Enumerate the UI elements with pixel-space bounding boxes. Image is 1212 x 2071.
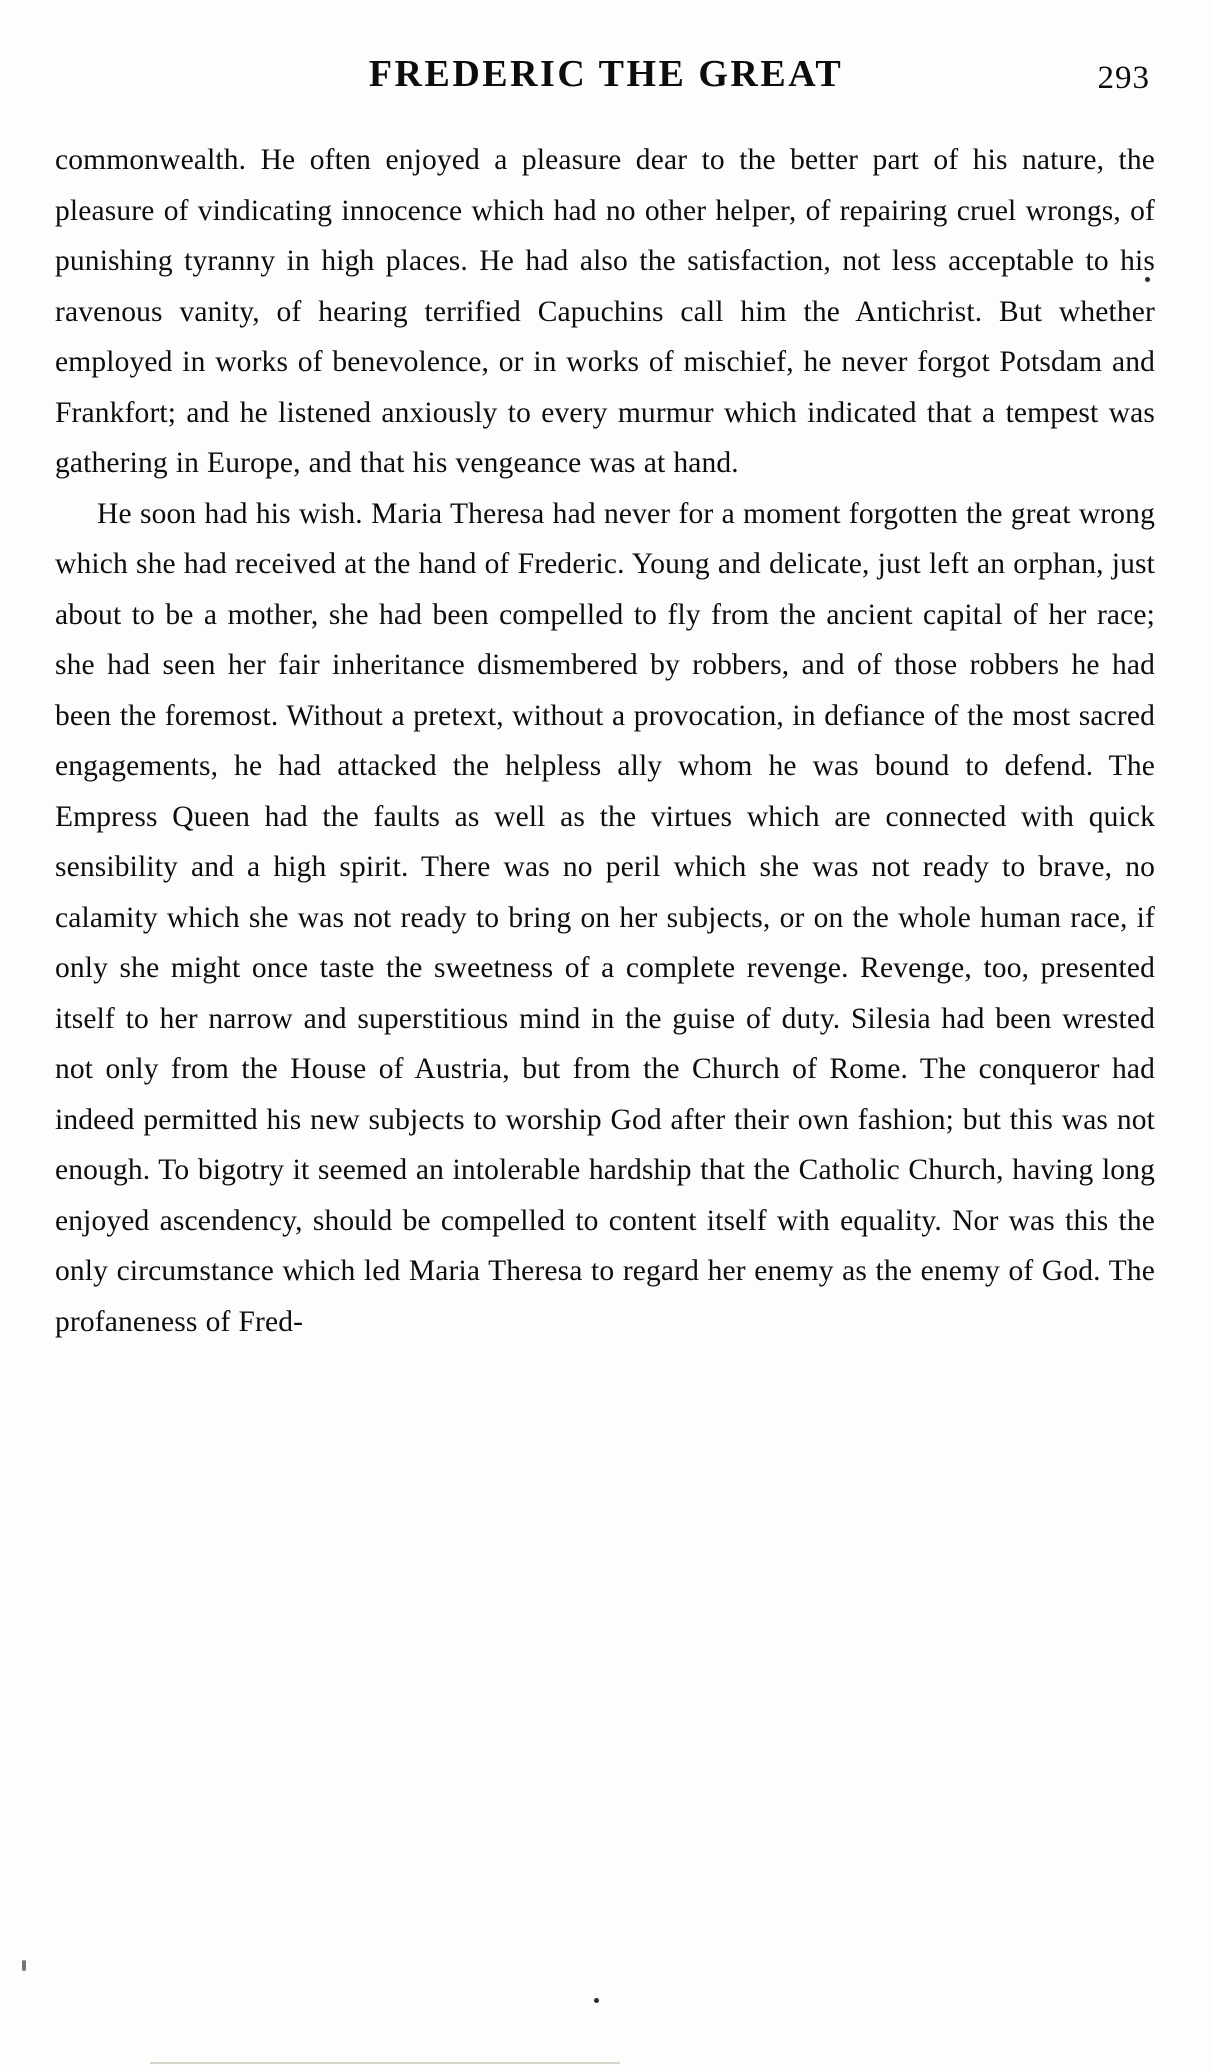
paragraph-2: He soon had his wish. Maria Theresa had never for a moment forgotten the great wrong which she had received at the hand of Frederic. Young and delicate, just left an orphan, just about to be a mother, she had been compelled to fly from the ancient capital of her race; she had seen her fair inheritance dismembered by robbers, and of those robbers he had been the foremost. Without a pretext, without a provocation, in defiance of the most sacred engagements, he had attacked the helpless ally whom he was bound to defend. The Empress Queen had the faults as well as the virtues which are connected with quick sensibility and a high spirit. There was no peril which she was not ready to brave, no calamity which she was not ready to bring on her subjects, or on the whole human race, if only she might once taste the sweetness of a complete revenge. Revenge, too, presented itself to her narrow and superstitious mind in the guise of duty. Silesia had been wrested not only from the House of Austria, but from the Church of Rome. The conqueror had indeed permitted his new subjects to worship God after their own fashion; but this was not enough. To bigotry it seemed an intolerable hardship that the Catholic Church, having long enjoyed ascendency, should be compelled to content itself with equality. Nor was this the only circumstance which led Maria Theresa to regard her enemy as the enemy of God. The profaneness of Fred- xyxy=(55,497,1155,1338)
page-edge-smudge xyxy=(150,2062,620,2064)
margin-speck-right xyxy=(1145,277,1150,282)
margin-speck-bottom-left xyxy=(22,1960,26,1971)
body-text-block xyxy=(55,135,1155,1347)
page-header xyxy=(0,52,1212,112)
paragraph-1: commonwealth. He often enjoyed a pleasure dear to the better part of his nature, the pleasure of vindicating innocence which had no other helper, of repairing cruel wrongs, of punishing tyranny in high places. He had also the satisfaction, not less acceptable to his ravenous vanity, of hearing terrified Capuchins call him the Antichrist. But whether employed in works of benevolence, or in works of mischief, he never forgot Potsdam and Frankfort; and he listened anxiously to every murmur which indicated that a tempest was gathering in Europe, and that his vengeance was at hand. xyxy=(55,144,1155,479)
page-number: 293 xyxy=(1097,60,1150,96)
running-title: FREDERIC THE GREAT xyxy=(368,53,844,95)
margin-speck-bottom-center xyxy=(594,1998,599,2003)
